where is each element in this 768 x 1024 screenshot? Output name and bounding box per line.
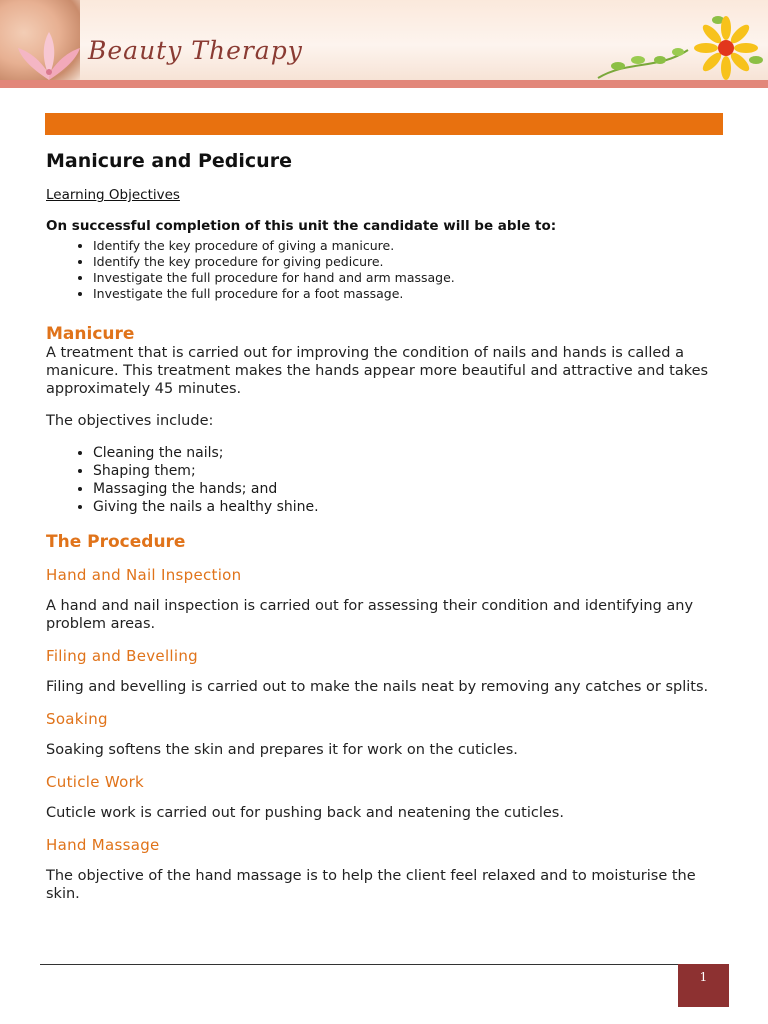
list-item: • Cleaning the nails; [93, 444, 726, 462]
list-item: • Identify the key procedure of giving a manicure. [93, 238, 726, 254]
procedure-heading: The Procedure [46, 532, 186, 552]
step-title-filing: Filing and Bevelling [46, 647, 198, 665]
header-divider [0, 80, 768, 88]
page-title: Manicure and Pedicure [46, 150, 292, 172]
step-text-filing: Filing and bevelling is carried out to make the nails neat by removing any catches or splits. [46, 679, 709, 695]
manicure-objectives-intro: The objectives include: [46, 413, 214, 429]
step-text-massage: The objective of the hand massage is to help the client feel relaxed and to moisturise the skin. [46, 868, 696, 902]
sunflower-vine-icon [568, 0, 768, 82]
section-bar [45, 113, 723, 135]
objectives-intro: On successful completion of this unit the candidate will be able to: [46, 218, 557, 234]
list-item: • Investigate the full procedure for hand and arm massage. [93, 270, 726, 286]
step-text-soaking: Soaking softens the skin and prepares it for work on the cuticles. [46, 742, 518, 758]
step-text-cuticle: Cuticle work is carried out for pushing back and neatening the cuticles. [46, 805, 564, 821]
learning-objectives-label: Learning Objectives [46, 187, 180, 203]
step-title-inspection: Hand and Nail Inspection [46, 566, 242, 584]
list-item: • Massaging the hands; and [93, 480, 726, 498]
list-item: • Investigate the full procedure for a foot massage. [93, 286, 726, 302]
step-title-soaking: Soaking [46, 710, 108, 728]
manicure-heading: Manicure [46, 324, 135, 344]
brand-title: Beauty Therapy [88, 36, 303, 65]
step-title-cuticle: Cuticle Work [46, 773, 145, 791]
page-header [0, 0, 768, 82]
list-item: • Identify the key procedure for giving pedicure. [93, 254, 726, 270]
step-text-inspection: A hand and nail inspection is carried out for assessing their condition and identifying any problem areas. [46, 598, 694, 632]
list-item: • Shaping them; [93, 462, 726, 480]
learning-objectives-list [46, 238, 726, 302]
step-title-massage: Hand Massage [46, 836, 160, 854]
manicure-paragraph: A treatment that is carried out for improving the condition of nails and hands is called a manicure. This treatment makes the hands appear more beautiful and attractive and takes approximately 45 minutes. [46, 345, 709, 397]
document-body [46, 150, 726, 903]
manicure-objectives-list [46, 444, 726, 516]
footer-divider [40, 964, 728, 965]
list-item: • Giving the nails a healthy shine. [93, 498, 726, 516]
lily-flower-icon [14, 30, 84, 82]
page-number: 1 [678, 964, 729, 1007]
